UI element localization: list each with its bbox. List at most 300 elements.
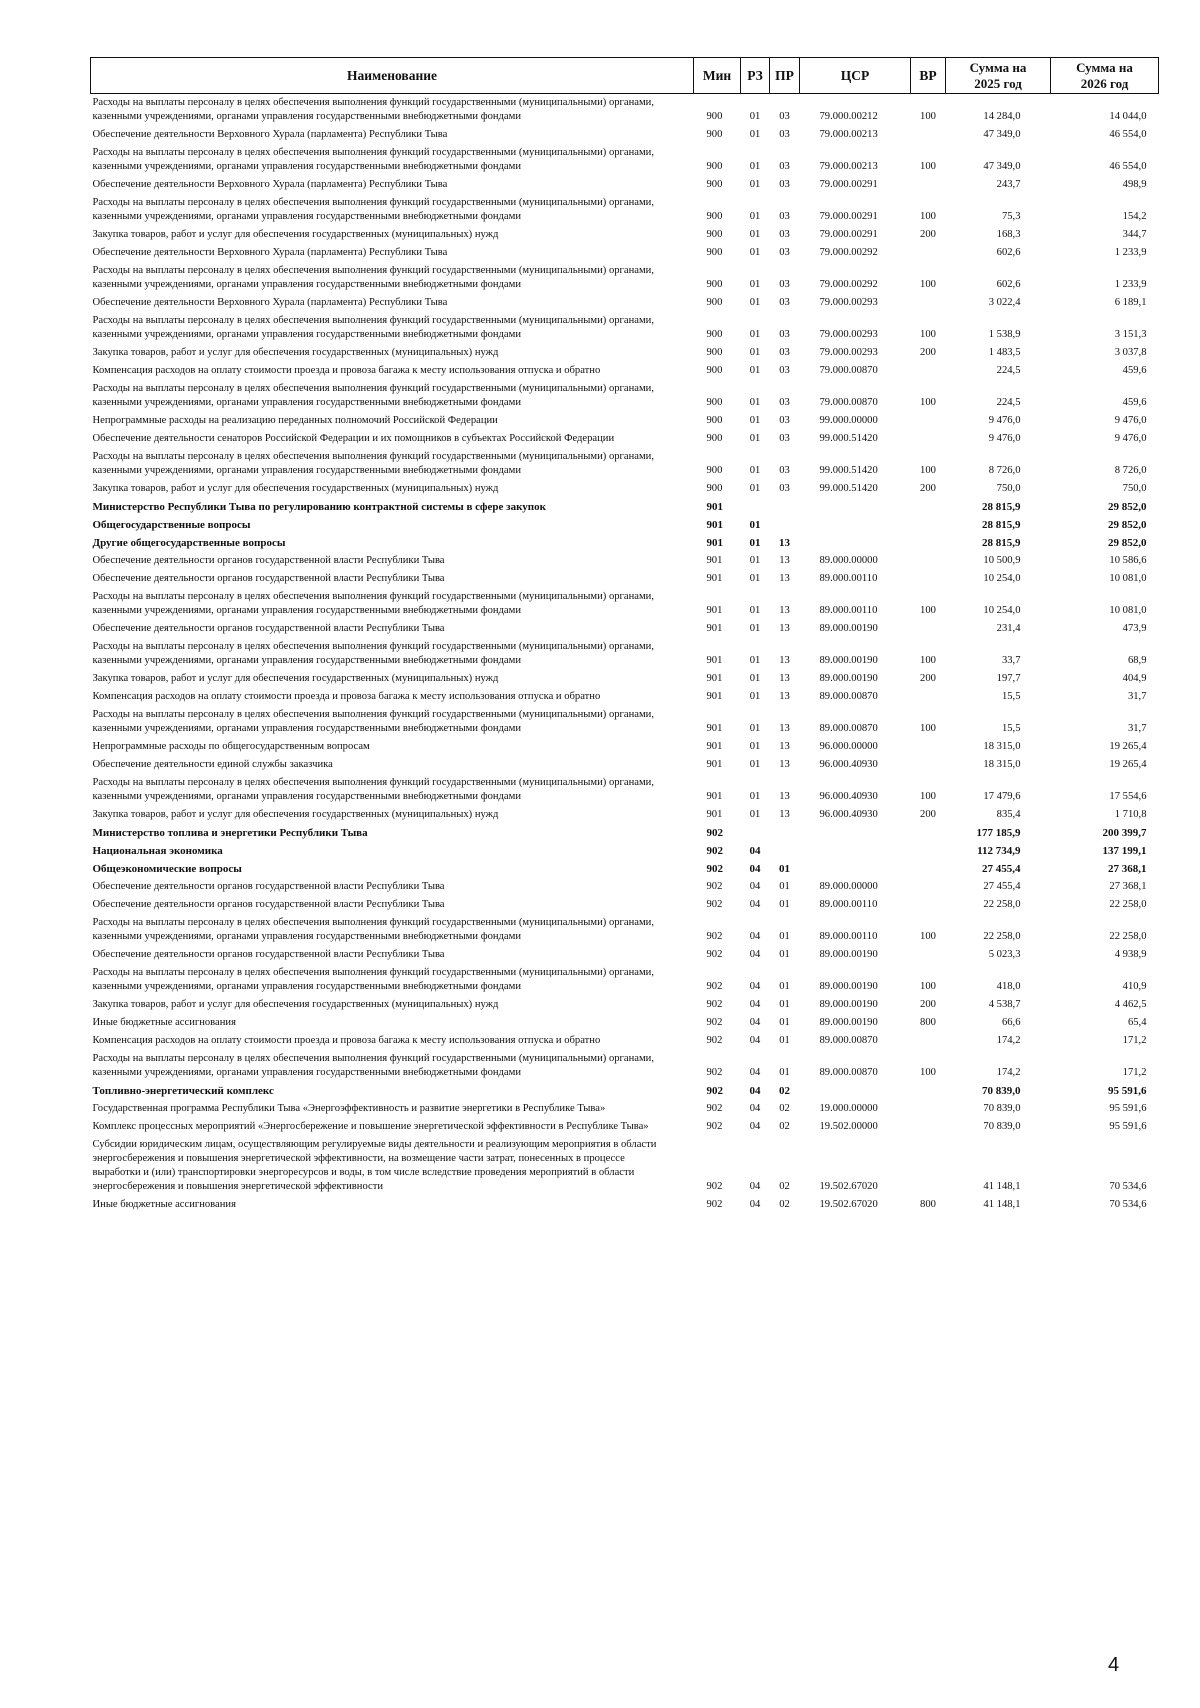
cell-min: 900 bbox=[706, 279, 723, 290]
cell-rz: 04 bbox=[749, 845, 761, 857]
cell-sum-2025: 70 839,0 bbox=[982, 1085, 1021, 1097]
cell-name: Обеспечение деятельности органов государственной власти Республики Тыва bbox=[92, 949, 445, 960]
cell-min: 900 bbox=[706, 211, 723, 222]
cell-vr bbox=[911, 756, 946, 774]
cell-name: Общегосударственные вопросы bbox=[92, 519, 251, 531]
cell-csr bbox=[800, 824, 911, 842]
cell-min: 902 bbox=[706, 1085, 723, 1097]
cell-sum-2025: 9 476,0 bbox=[988, 415, 1021, 426]
cell-rz: 01 bbox=[749, 397, 761, 408]
cell-sum-2026: 68,9 bbox=[1127, 655, 1147, 666]
cell-rz: 01 bbox=[749, 573, 761, 584]
header-csr: ЦСР bbox=[800, 58, 911, 94]
cell-sum-2025: 47 349,0 bbox=[983, 161, 1021, 172]
cell-rz: 04 bbox=[749, 1035, 761, 1046]
cell-csr: 99.000.51420 bbox=[819, 433, 878, 444]
cell-sum-2025: 17 479,6 bbox=[983, 791, 1021, 802]
cell-pr: 03 bbox=[779, 329, 790, 340]
cell-vr bbox=[911, 176, 946, 194]
cell-pr: 13 bbox=[779, 573, 790, 584]
cell-name: Обеспечение деятельности единой службы заказчика bbox=[92, 759, 333, 770]
cell-name: Комплекс процессных мероприятий «Энергосбережение и повышение энергетической эффективности в Республике Тыва» bbox=[92, 1121, 649, 1132]
cell-vr: 200 bbox=[920, 229, 936, 240]
cell-sum-2026: 10 081,0 bbox=[1109, 573, 1147, 584]
cell-csr: 89.000.00000 bbox=[819, 881, 878, 892]
table-row bbox=[91, 1032, 1159, 1050]
cell-name: Расходы на выплаты персоналу в целях обеспечения выполнения функций государственными (муниципальными) органами, казенными учреждениями, органами управления государственными внебюджетными фондами bbox=[92, 383, 654, 408]
header-name: Наименование bbox=[91, 58, 694, 94]
cell-csr: 89.000.00110 bbox=[819, 573, 878, 584]
cell-rz: 04 bbox=[749, 931, 761, 942]
cell-sum-2026: 19 265,4 bbox=[1109, 759, 1147, 770]
cell-sum-2025: 224,5 bbox=[996, 397, 1021, 408]
cell-name: Компенсация расходов на оплату стоимости проезда и провоза багажа к месту использования отпуска и обратно bbox=[92, 365, 601, 376]
cell-csr: 99.000.00000 bbox=[819, 415, 878, 426]
cell-pr: 01 bbox=[779, 1035, 790, 1046]
table-header bbox=[91, 58, 1159, 94]
table-row bbox=[91, 1082, 1159, 1100]
cell-sum-2025: 835,4 bbox=[996, 809, 1021, 820]
cell-csr: 96.000.00000 bbox=[819, 741, 878, 752]
cell-rz: 01 bbox=[749, 623, 761, 634]
cell-pr: 01 bbox=[779, 949, 790, 960]
cell-sum-2025: 231,4 bbox=[996, 623, 1021, 634]
table-row bbox=[91, 824, 1159, 842]
cell-pr: 13 bbox=[779, 555, 790, 566]
cell-name: Закупка товаров, работ и услуг для обеспечения государственных (муниципальных) нужд bbox=[92, 229, 499, 240]
cell-min: 902 bbox=[706, 845, 723, 857]
table-row bbox=[91, 480, 1159, 498]
cell-pr: 03 bbox=[779, 397, 790, 408]
cell-rz: 01 bbox=[749, 519, 761, 531]
cell-min: 900 bbox=[706, 229, 723, 240]
cell-min: 902 bbox=[706, 1181, 723, 1192]
cell-name: Иные бюджетные ассигнования bbox=[92, 1017, 236, 1028]
cell-min: 900 bbox=[706, 329, 723, 340]
cell-name: Расходы на выплаты персоналу в целях обеспечения выполнения функций государственными (муниципальными) органами, казенными учреждениями, органами управления государственными внебюджетными фондами bbox=[92, 315, 654, 340]
cell-pr: 03 bbox=[779, 211, 790, 222]
cell-min: 901 bbox=[706, 537, 723, 549]
header-sum-2025-line1: Сумма на bbox=[969, 59, 1027, 75]
cell-sum-2025: 66,6 bbox=[1001, 1017, 1021, 1028]
cell-min: 900 bbox=[706, 247, 723, 258]
cell-min: 900 bbox=[706, 433, 723, 444]
cell-pr: 01 bbox=[779, 981, 790, 992]
cell-csr: 79.000.00292 bbox=[819, 247, 878, 258]
table-row bbox=[91, 1014, 1159, 1032]
cell-csr bbox=[800, 498, 911, 516]
table-row bbox=[91, 738, 1159, 756]
cell-name: Расходы на выплаты персоналу в целях обеспечения выполнения функций государственными (муниципальными) органами, казенными учреждениями, органами управления государственными внебюджетными фондами bbox=[92, 197, 654, 222]
cell-csr: 19.502.67020 bbox=[819, 1181, 878, 1192]
cell-min: 901 bbox=[706, 791, 723, 802]
cell-sum-2025: 28 815,9 bbox=[982, 519, 1021, 531]
table-body bbox=[91, 94, 1159, 1215]
cell-sum-2026: 1 233,9 bbox=[1114, 247, 1147, 258]
cell-min: 902 bbox=[706, 1035, 723, 1046]
cell-rz: 01 bbox=[749, 673, 761, 684]
cell-csr bbox=[800, 534, 911, 552]
cell-sum-2025: 112 734,9 bbox=[977, 845, 1021, 857]
table-row bbox=[91, 516, 1159, 534]
cell-min: 900 bbox=[706, 415, 723, 426]
cell-min: 902 bbox=[706, 899, 723, 910]
cell-min: 902 bbox=[706, 981, 723, 992]
table-row bbox=[91, 806, 1159, 824]
cell-rz: 01 bbox=[749, 741, 761, 752]
cell-min: 902 bbox=[706, 863, 723, 875]
cell-vr: 100 bbox=[920, 397, 936, 408]
table-row bbox=[91, 638, 1159, 670]
cell-sum-2026: 31,7 bbox=[1127, 723, 1147, 734]
cell-vr bbox=[911, 498, 946, 516]
table-row bbox=[91, 620, 1159, 638]
cell-vr bbox=[911, 552, 946, 570]
cell-csr: 19.502.67020 bbox=[819, 1199, 878, 1210]
cell-rz: 01 bbox=[749, 365, 761, 376]
cell-rz bbox=[741, 498, 770, 516]
cell-min: 900 bbox=[706, 483, 723, 494]
cell-sum-2026: 46 554,0 bbox=[1109, 129, 1147, 140]
table-row bbox=[91, 706, 1159, 738]
cell-name: Общеэкономические вопросы bbox=[92, 863, 242, 875]
cell-name: Расходы на выплаты персоналу в целях обеспечения выполнения функций государственными (муниципальными) органами, казенными учреждениями, органами управления государственными внебюджетными фондами bbox=[92, 641, 654, 666]
cell-sum-2025: 174,2 bbox=[996, 1067, 1021, 1078]
cell-pr: 01 bbox=[779, 863, 790, 875]
cell-csr bbox=[800, 1082, 911, 1100]
cell-name: Субсидии юридическим лицам, осуществляющим регулируемые виды деятельности и реализующим мероприятия в области энергосбережения и повышения энергетической эффективности, на возмещение части затрат, понесенных в процессе выработки и (или) транспортировки энергоресурсов и воды, в том числе вследствие проведения мероприятий в области энергосбережения и повышения энергетической эффективности bbox=[92, 1139, 657, 1192]
cell-min: 901 bbox=[706, 605, 723, 616]
cell-pr: 02 bbox=[779, 1199, 790, 1210]
cell-vr bbox=[911, 244, 946, 262]
cell-rz: 01 bbox=[749, 809, 761, 820]
cell-min: 901 bbox=[706, 741, 723, 752]
cell-vr bbox=[911, 1032, 946, 1050]
cell-sum-2025: 4 538,7 bbox=[988, 999, 1021, 1010]
cell-sum-2025: 5 023,3 bbox=[988, 949, 1021, 960]
cell-vr: 100 bbox=[920, 605, 936, 616]
header-sum-2025-line2: 2025 год bbox=[974, 75, 1022, 91]
cell-sum-2025: 750,0 bbox=[996, 483, 1021, 494]
cell-sum-2026: 65,4 bbox=[1127, 1017, 1147, 1028]
cell-sum-2026: 22 258,0 bbox=[1109, 899, 1147, 910]
cell-csr: 79.000.00291 bbox=[819, 179, 878, 190]
cell-sum-2025: 28 815,9 bbox=[982, 501, 1021, 513]
table-row bbox=[91, 552, 1159, 570]
cell-pr: 01 bbox=[779, 881, 790, 892]
cell-min: 901 bbox=[706, 655, 723, 666]
table-row bbox=[91, 688, 1159, 706]
cell-sum-2025: 602,6 bbox=[996, 279, 1021, 290]
cell-csr: 89.000.00190 bbox=[819, 999, 878, 1010]
cell-name: Обеспечение деятельности органов государственной власти Республики Тыва bbox=[92, 573, 445, 584]
cell-csr: 89.000.00110 bbox=[819, 931, 878, 942]
table-row bbox=[91, 946, 1159, 964]
cell-rz: 04 bbox=[749, 1121, 761, 1132]
cell-vr: 200 bbox=[920, 809, 936, 820]
cell-sum-2025: 33,7 bbox=[1001, 655, 1021, 666]
cell-sum-2025: 70 839,0 bbox=[983, 1121, 1021, 1132]
cell-min: 901 bbox=[706, 691, 723, 702]
table-row bbox=[91, 94, 1159, 127]
cell-rz: 01 bbox=[749, 537, 761, 549]
cell-pr: 13 bbox=[779, 791, 790, 802]
cell-min: 901 bbox=[706, 759, 723, 770]
cell-sum-2026: 410,9 bbox=[1122, 981, 1147, 992]
cell-pr: 03 bbox=[779, 129, 790, 140]
table-row bbox=[91, 430, 1159, 448]
cell-vr: 200 bbox=[920, 483, 936, 494]
table-row bbox=[91, 860, 1159, 878]
cell-min: 900 bbox=[706, 347, 723, 358]
cell-csr: 79.000.00213 bbox=[819, 161, 878, 172]
cell-min: 902 bbox=[706, 1121, 723, 1132]
cell-min: 901 bbox=[706, 809, 723, 820]
cell-name: Обеспечение деятельности Верховного Хурала (парламента) Республики Тыва bbox=[92, 297, 448, 308]
cell-sum-2026: 3 037,8 bbox=[1114, 347, 1147, 358]
cell-sum-2025: 10 254,0 bbox=[983, 605, 1021, 616]
cell-name: Министерство Республики Тыва по регулированию контрактной системы в сфере закупок bbox=[92, 501, 546, 513]
cell-csr: 89.000.00870 bbox=[819, 1035, 878, 1046]
cell-sum-2025: 177 185,9 bbox=[976, 827, 1021, 839]
cell-rz: 01 bbox=[749, 483, 761, 494]
cell-csr bbox=[800, 842, 911, 860]
table-row bbox=[91, 312, 1159, 344]
cell-sum-2026: 46 554,0 bbox=[1109, 161, 1147, 172]
cell-vr: 100 bbox=[920, 931, 936, 942]
cell-sum-2025: 224,5 bbox=[996, 365, 1021, 376]
cell-rz: 01 bbox=[749, 691, 761, 702]
cell-pr: 03 bbox=[779, 433, 790, 444]
cell-pr bbox=[770, 842, 800, 860]
cell-sum-2025: 9 476,0 bbox=[988, 433, 1021, 444]
cell-sum-2026: 1 233,9 bbox=[1114, 279, 1147, 290]
cell-vr: 100 bbox=[920, 655, 936, 666]
cell-vr: 100 bbox=[920, 161, 936, 172]
cell-sum-2025: 418,0 bbox=[996, 981, 1021, 992]
cell-rz: 01 bbox=[749, 329, 761, 340]
cell-min: 900 bbox=[706, 365, 723, 376]
table-row bbox=[91, 244, 1159, 262]
cell-vr bbox=[911, 534, 946, 552]
cell-pr: 13 bbox=[779, 605, 790, 616]
cell-vr: 100 bbox=[920, 279, 936, 290]
cell-vr: 200 bbox=[920, 999, 936, 1010]
cell-csr: 89.000.00190 bbox=[819, 655, 878, 666]
cell-name: Расходы на выплаты персоналу в целях обеспечения выполнения функций государственными (муниципальными) органами, казенными учреждениями, органами управления государственными внебюджетными фондами bbox=[92, 265, 654, 290]
cell-sum-2026: 29 852,0 bbox=[1108, 537, 1147, 549]
cell-rz: 01 bbox=[749, 279, 761, 290]
cell-min: 901 bbox=[706, 555, 723, 566]
cell-rz: 04 bbox=[749, 949, 761, 960]
cell-sum-2026: 750,0 bbox=[1122, 483, 1147, 494]
cell-sum-2025: 1 483,5 bbox=[988, 347, 1021, 358]
cell-min: 901 bbox=[706, 501, 723, 513]
cell-sum-2025: 27 455,4 bbox=[982, 863, 1021, 875]
header-sum-2026 bbox=[1051, 58, 1159, 94]
table-row bbox=[91, 226, 1159, 244]
cell-sum-2025: 1 538,9 bbox=[988, 329, 1021, 340]
cell-sum-2026: 137 199,1 bbox=[1102, 845, 1147, 857]
cell-name: Закупка товаров, работ и услуг для обеспечения государственных (муниципальных) нужд bbox=[92, 347, 499, 358]
cell-pr: 01 bbox=[779, 931, 790, 942]
cell-vr: 100 bbox=[920, 1067, 936, 1078]
cell-name: Министерство топлива и энергетики Республики Тыва bbox=[92, 827, 368, 839]
table-row bbox=[91, 1118, 1159, 1136]
cell-name: Непрограммные расходы по общегосударственным вопросам bbox=[92, 741, 370, 752]
cell-name: Обеспечение деятельности Верховного Хурала (парламента) Республики Тыва bbox=[92, 129, 448, 140]
cell-sum-2026: 1 710,8 bbox=[1114, 809, 1147, 820]
cell-rz: 04 bbox=[749, 1085, 761, 1097]
cell-pr: 13 bbox=[779, 741, 790, 752]
cell-name: Топливно-энергетический комплекс bbox=[92, 1085, 274, 1097]
cell-sum-2026: 344,7 bbox=[1122, 229, 1147, 240]
cell-name: Обеспечение деятельности органов государственной власти Республики Тыва bbox=[92, 881, 445, 892]
cell-min: 902 bbox=[706, 931, 723, 942]
cell-rz: 01 bbox=[749, 347, 761, 358]
cell-rz: 04 bbox=[749, 999, 761, 1010]
cell-name: Закупка товаров, работ и услуг для обеспечения государственных (муниципальных) нужд bbox=[92, 483, 499, 494]
cell-sum-2026: 4 462,5 bbox=[1114, 999, 1147, 1010]
table-row bbox=[91, 176, 1159, 194]
cell-vr bbox=[911, 738, 946, 756]
table-row bbox=[91, 1050, 1159, 1082]
cell-csr: 79.000.00291 bbox=[819, 229, 878, 240]
cell-name: Обеспечение деятельности Верховного Хурала (парламента) Республики Тыва bbox=[92, 179, 448, 190]
cell-name: Другие общегосударственные вопросы bbox=[92, 537, 286, 549]
cell-sum-2025: 70 839,0 bbox=[983, 1103, 1021, 1114]
cell-vr bbox=[911, 842, 946, 860]
cell-pr: 13 bbox=[779, 759, 790, 770]
table-row bbox=[91, 534, 1159, 552]
table-row bbox=[91, 498, 1159, 516]
cell-csr: 89.000.00190 bbox=[819, 949, 878, 960]
header-vr: ВР bbox=[911, 58, 946, 94]
cell-sum-2025: 22 258,0 bbox=[983, 899, 1021, 910]
cell-rz: 01 bbox=[749, 655, 761, 666]
cell-min: 900 bbox=[706, 179, 723, 190]
cell-pr: 03 bbox=[779, 161, 790, 172]
cell-pr: 03 bbox=[779, 365, 790, 376]
cell-name: Непрограммные расходы на реализацию переданных полномочий Российской Федерации bbox=[92, 415, 498, 426]
cell-pr: 02 bbox=[779, 1181, 790, 1192]
table-row bbox=[91, 126, 1159, 144]
cell-csr: 79.000.00291 bbox=[819, 211, 878, 222]
header-sum-2026-line2: 2026 год bbox=[1080, 75, 1129, 91]
cell-pr: 03 bbox=[779, 347, 790, 358]
cell-vr bbox=[911, 570, 946, 588]
cell-csr bbox=[800, 860, 911, 878]
table-row bbox=[91, 914, 1159, 946]
cell-rz: 04 bbox=[749, 1067, 761, 1078]
cell-sum-2025: 14 284,0 bbox=[983, 111, 1021, 122]
cell-rz: 01 bbox=[749, 129, 761, 140]
cell-pr: 01 bbox=[779, 899, 790, 910]
cell-vr: 100 bbox=[920, 723, 936, 734]
cell-csr: 79.000.00293 bbox=[819, 347, 878, 358]
table-row bbox=[91, 362, 1159, 380]
cell-min: 902 bbox=[706, 1199, 723, 1210]
cell-min: 900 bbox=[706, 297, 723, 308]
cell-name: Расходы на выплаты персоналу в целях обеспечения выполнения функций государственными (муниципальными) органами, казенными учреждениями, органами управления государственными внебюджетными фондами bbox=[92, 97, 654, 122]
cell-sum-2025: 10 254,0 bbox=[983, 573, 1021, 584]
cell-vr bbox=[911, 860, 946, 878]
cell-sum-2026: 29 852,0 bbox=[1108, 501, 1147, 513]
cell-csr: 79.000.00293 bbox=[819, 297, 878, 308]
budget-page bbox=[90, 57, 1158, 1214]
cell-min: 901 bbox=[706, 623, 723, 634]
cell-pr: 13 bbox=[779, 691, 790, 702]
cell-rz: 01 bbox=[749, 433, 761, 444]
cell-vr bbox=[911, 1100, 946, 1118]
cell-pr: 03 bbox=[779, 111, 790, 122]
cell-rz: 04 bbox=[749, 881, 761, 892]
cell-min: 900 bbox=[706, 129, 723, 140]
cell-min: 902 bbox=[706, 827, 723, 839]
table-row bbox=[91, 964, 1159, 996]
cell-pr: 03 bbox=[779, 483, 790, 494]
cell-sum-2026: 27 368,1 bbox=[1108, 863, 1147, 875]
cell-min: 901 bbox=[706, 673, 723, 684]
cell-name: Расходы на выплаты персоналу в целях обеспечения выполнения функций государственными (муниципальными) органами, казенными учреждениями, органами управления государственными внебюджетными фондами bbox=[92, 917, 654, 942]
cell-name: Расходы на выплаты персоналу в целях обеспечения выполнения функций государственными (муниципальными) органами, казенными учреждениями, органами управления государственными внебюджетными фондами bbox=[92, 709, 654, 734]
cell-sum-2025: 75,3 bbox=[1001, 211, 1021, 222]
cell-vr bbox=[911, 362, 946, 380]
cell-min: 900 bbox=[706, 111, 723, 122]
cell-sum-2026: 459,6 bbox=[1122, 365, 1147, 376]
cell-name: Обеспечение деятельности органов государственной власти Республики Тыва bbox=[92, 623, 445, 634]
cell-rz: 04 bbox=[749, 899, 761, 910]
cell-sum-2026: 9 476,0 bbox=[1114, 415, 1147, 426]
table-row bbox=[91, 756, 1159, 774]
cell-rz bbox=[741, 824, 770, 842]
cell-pr: 01 bbox=[779, 1017, 790, 1028]
table-row bbox=[91, 344, 1159, 362]
cell-sum-2025: 3 022,4 bbox=[988, 297, 1021, 308]
cell-pr: 03 bbox=[779, 415, 790, 426]
table-row bbox=[91, 1100, 1159, 1118]
cell-rz: 04 bbox=[749, 1181, 761, 1192]
cell-min: 901 bbox=[706, 723, 723, 734]
cell-pr: 13 bbox=[779, 655, 790, 666]
cell-name: Обеспечение деятельности Верховного Хурала (парламента) Республики Тыва bbox=[92, 247, 448, 258]
cell-sum-2025: 41 148,1 bbox=[983, 1181, 1021, 1192]
cell-min: 900 bbox=[706, 465, 723, 476]
cell-name: Закупка товаров, работ и услуг для обеспечения государственных (муниципальных) нужд bbox=[92, 673, 499, 684]
cell-name: Обеспечение деятельности органов государственной власти Республики Тыва bbox=[92, 899, 445, 910]
cell-csr: 89.000.00870 bbox=[819, 691, 878, 702]
cell-vr bbox=[911, 824, 946, 842]
table-row bbox=[91, 588, 1159, 620]
cell-csr: 79.000.00293 bbox=[819, 329, 878, 340]
cell-vr bbox=[911, 126, 946, 144]
cell-sum-2026: 19 265,4 bbox=[1109, 741, 1147, 752]
cell-sum-2026: 70 534,6 bbox=[1109, 1199, 1147, 1210]
cell-name: Расходы на выплаты персоналу в целях обеспечения выполнения функций государственными (муниципальными) органами, казенными учреждениями, органами управления государственными внебюджетными фондами bbox=[92, 1053, 654, 1078]
cell-pr: 13 bbox=[779, 809, 790, 820]
table-row bbox=[91, 262, 1159, 294]
cell-vr: 100 bbox=[920, 111, 936, 122]
cell-pr bbox=[770, 516, 800, 534]
cell-csr: 79.000.00213 bbox=[819, 129, 878, 140]
cell-sum-2026: 95 591,6 bbox=[1108, 1085, 1147, 1097]
cell-rz: 01 bbox=[749, 211, 761, 222]
cell-vr bbox=[911, 688, 946, 706]
cell-sum-2026: 95 591,6 bbox=[1109, 1103, 1147, 1114]
cell-csr: 89.000.00110 bbox=[819, 899, 878, 910]
cell-pr: 13 bbox=[779, 623, 790, 634]
cell-pr: 03 bbox=[779, 465, 790, 476]
